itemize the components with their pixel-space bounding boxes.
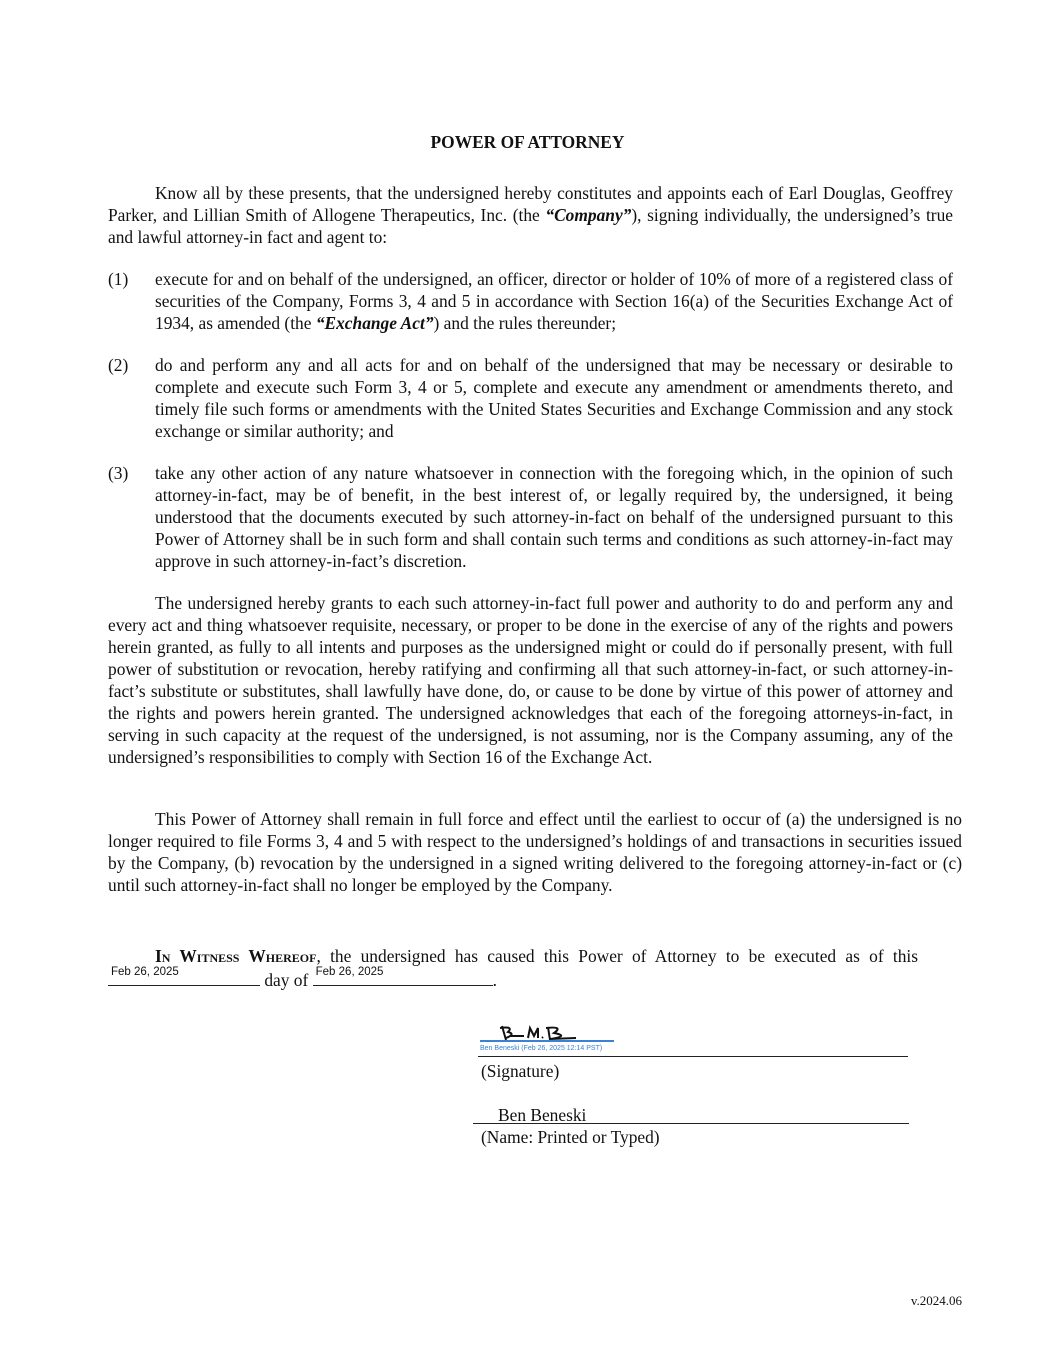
item-text: execute for and on behalf of the undersigned, an officer, director or holder of 10% of more of a registered class of securities of the Company, Forms 3, 4 and 5 in accordance with Section 16(a) of the Securities Exchange Act of 1934, as amended (the xyxy=(155,269,953,333)
signature-image xyxy=(480,1024,614,1044)
esign-stamp: Ben Beneski (Feb 26, 2025 12:14 PST) xyxy=(480,1045,603,1052)
grant-paragraph: The undersigned hereby grants to each such attorney-in-fact full power and authority to do and perform any and every act and thing whatsoever requisite, necessary, or proper to be done in the exercise of any of the rights and powers herein granted, as fully to all intents and purposes as the undersigned might or could do if personally present, with full power of substitution or revocation, hereby ratifying and confirming all that such attorney-in-fact, or such attorney-in- fact’s substitute or substitutes, shall lawfully have done, do, or cause to be done by virtue of this power of attorney and the rights and powers herein granted. The undersigned acknowledges that each of the foregoing attorneys-in-fact, in serving in such capacity at the request of the undersigned, is not assuming, nor is the Company assuming, any of the undersigned’s responsibilities to comply with Section 16 of the Exchange Act. xyxy=(108,593,953,767)
witness-paragraph xyxy=(108,945,918,991)
date-field-day[interactable] xyxy=(108,967,260,986)
item-text: take any other action of any nature whatsoever in connection with the foregoing which, in the opinion of such attorney-in-fact, may be of benefit, in the best interest of, or legally required by, the undersigned, it being understood that the documents executed by such attorney-in-fact on behalf of the undersigned pursuant to this Power of Attorney shall be in such form and shall contain such terms and conditions as such attorney-in-fact may approve in such attorney-in-fact’s discretion. xyxy=(155,463,953,571)
signature-line xyxy=(478,1056,908,1057)
item-number: (3) xyxy=(108,463,129,483)
item-text: do and perform any and all acts for and on behalf of the undersigned that may be necessary or desirable to complete and execute such Form 3, 4 or 5, complete and execute any amendment or amendments thereto, and timely file such forms or amendments with the United States Securities and Exchange Commission and any stock exchange or similar authority; and xyxy=(155,355,953,441)
list-item xyxy=(108,268,953,334)
item-number: (1) xyxy=(108,269,129,289)
date-value: Feb 26, 2025 xyxy=(111,966,179,978)
date-value: Feb 26, 2025 xyxy=(315,966,384,978)
witness-text: , the undersigned has caused this Power of Attorney to be executed as of this xyxy=(316,946,918,966)
signature-label: (Signature) xyxy=(481,1061,560,1081)
printed-name: Ben Beneski xyxy=(498,1105,587,1125)
list-item xyxy=(108,354,953,442)
exchange-act-term: “Exchange Act” xyxy=(315,313,434,333)
witness-mid: day of xyxy=(260,970,313,990)
version-label: v.2024.06 xyxy=(910,1293,962,1308)
intro-paragraph xyxy=(108,182,953,248)
item-number: (2) xyxy=(108,355,129,375)
term-paragraph: This Power of Attorney shall remain in full force and effect until the earliest to occur of (a) the undersigned is no longer required to file Forms 3, 4 and 5 with respect to the undersigned’s holdings of and transactions in securities issued by the Company, (b) revocation by the undersigned in a signed writing delivered to the foregoing attorney-in-fact or (c) until such attorney-in-fact shall no longer be employed by the Company. xyxy=(108,809,962,895)
item-text-end: ) and the rules thereunder; xyxy=(433,313,617,333)
name-line xyxy=(473,1123,909,1124)
intro-text: Know all by these presents, that the undersigned hereby constitutes and appoints each of Earl Douglas, Geoffrey Parker, and Lillian Smith of Allogene Therapeutics, Inc. (the xyxy=(108,183,953,225)
date-field-month[interactable] xyxy=(313,967,493,986)
intro-text-end: ), signing individually, the undersigned’s true and lawful attorney-in fact and agent to: xyxy=(108,205,953,247)
witness-lead: In Witness Whereof xyxy=(155,946,317,966)
name-label: (Name: Printed or Typed) xyxy=(481,1127,660,1147)
document-title: POWER OF ATTORNEY xyxy=(430,132,625,152)
company-term: “Company” xyxy=(545,205,632,225)
list-item xyxy=(108,462,953,572)
period: . xyxy=(492,970,497,990)
